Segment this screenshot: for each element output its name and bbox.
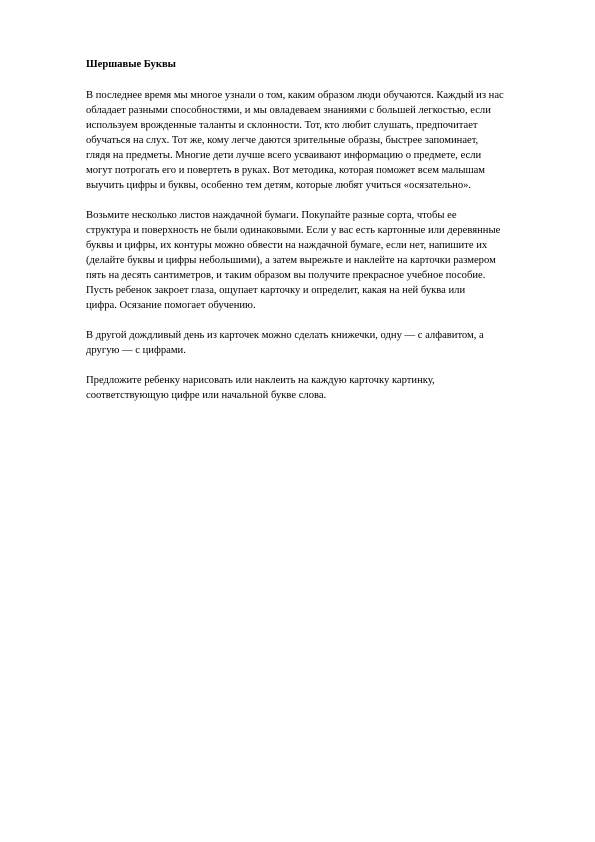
document-body xyxy=(86,58,556,418)
document-title: Шершавые Буквы xyxy=(86,59,176,70)
paragraph-instructions: Возьмите несколько листов наждачной бумаги. Покупайте разные сорта, чтобы ее структура и поверхность не были одинаковыми. Если у вас есть картонные или деревянные буквы и цифры, их контуры можно обвести на наждачной бумаге, если нет, напишите их (делайте буквы и цифры небольшими), а затем вырежьте и наклейте на карточки размером пять на десять сантиметров, и таким образом вы получите прекрасное учебное пособие. Пусть ребенок закроет глаза, ощупает карточку и определит, какая на ней буква или цифра. Осязание помогает обучению. xyxy=(86,210,501,311)
paragraph-booklets: В другой дождливый день из карточек можно сделать книжечки, одну — с алфавитом, а другую — с цифрами. xyxy=(86,330,484,356)
paragraph-intro: В последнее время мы многое узнали о том, каким образом люди обучаются. Каждый из нас обладает разными способностями, и мы овладеваем знаниями с большей легкостью, если используем врожденные таланты и склонности. Тот, кто любит слушать, предпочитает обучаться на слух. Тот же, кому легче даются зрительные образы, быстрее запоминает, глядя на предметы. Многие дети лучше всего усваивают информацию о предмете, если могут потрогать его и повертеть в руках. Вот методика, которая поможет всем малышам выучить цифры и буквы, особенно тем детям, которые любят учиться «осязательно». xyxy=(86,90,504,191)
paragraph-pictures: Предложите ребенку нарисовать или наклеить на каждую карточку картинку, соответствующую цифре или начальной букве слова. xyxy=(86,375,435,401)
